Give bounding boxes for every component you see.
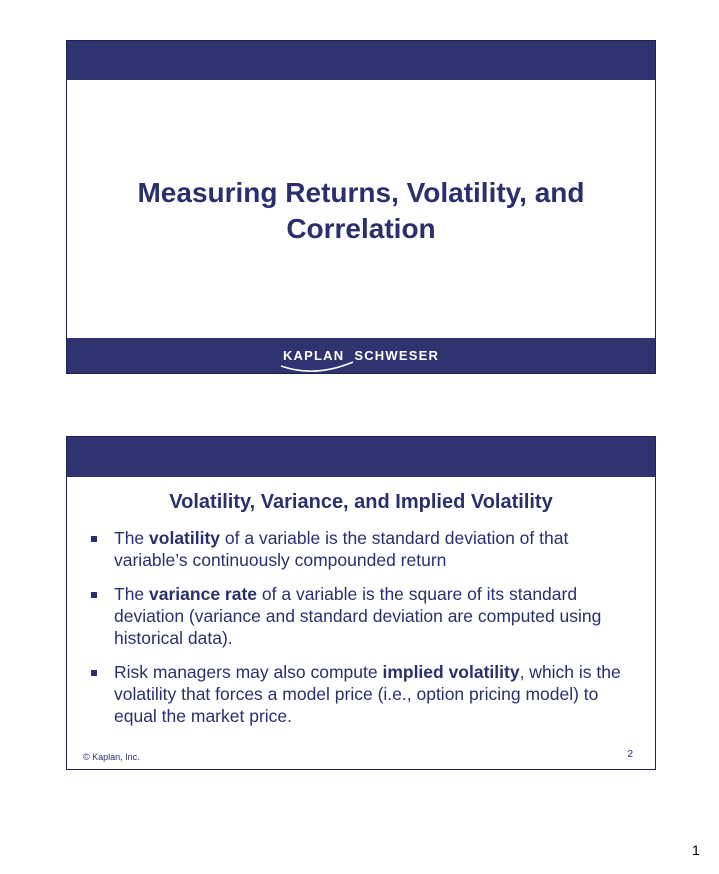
bullet-item xyxy=(89,583,637,649)
bullet-text: , which is the volatility that forces a model price (i.e., option pricing model) to equal the market price. xyxy=(114,662,621,726)
bullet-square-icon xyxy=(91,670,97,676)
slide-2-title: Volatility, Variance, and Implied Volatility xyxy=(169,491,553,513)
bullet-square-icon xyxy=(91,536,97,542)
bullet-bold-term: volatility xyxy=(149,528,221,548)
slide-2-top-band xyxy=(67,437,655,477)
slide-1-bottom-band xyxy=(67,338,655,373)
bullet-text: Risk managers may also compute xyxy=(114,662,383,682)
bullet-square-icon xyxy=(91,592,97,598)
slide-page-number: 2 xyxy=(627,749,633,760)
slide-1 xyxy=(66,40,656,374)
document-page-number: 1 xyxy=(692,842,700,858)
bullet-text: The xyxy=(114,584,150,604)
copyright-footer: © Kaplan, Inc. xyxy=(83,752,140,762)
bullet-text: The xyxy=(114,528,150,548)
slide-1-title xyxy=(67,175,655,247)
slide-1-top-band xyxy=(67,41,655,80)
bullet-item xyxy=(89,527,637,571)
slide-1-title-line-2: Correlation xyxy=(286,213,436,244)
bullet-bold-term: variance rate xyxy=(149,584,258,604)
logo-swoosh-icon xyxy=(279,360,359,376)
logo-kaplan-word: KAPLAN xyxy=(282,348,345,363)
bullet-bold-term: implied volatility xyxy=(382,662,520,682)
slide-2 xyxy=(66,436,656,770)
slide-1-title-line-1: Measuring Returns, Volatility, and xyxy=(137,177,585,208)
bullet-list xyxy=(89,527,637,739)
logo-schweser-text: SCHWESER xyxy=(354,348,440,363)
bullet-text: of a variable is the square of its standard deviation (variance and standard deviation are computed using historical data). xyxy=(114,584,602,648)
bullet-item xyxy=(89,661,637,727)
kaplan-schweser-logo xyxy=(67,338,655,373)
logo-kaplan-text xyxy=(283,348,354,363)
bullet-text: of a variable is the standard deviation of that variable’s continuously compounded return xyxy=(114,528,569,570)
